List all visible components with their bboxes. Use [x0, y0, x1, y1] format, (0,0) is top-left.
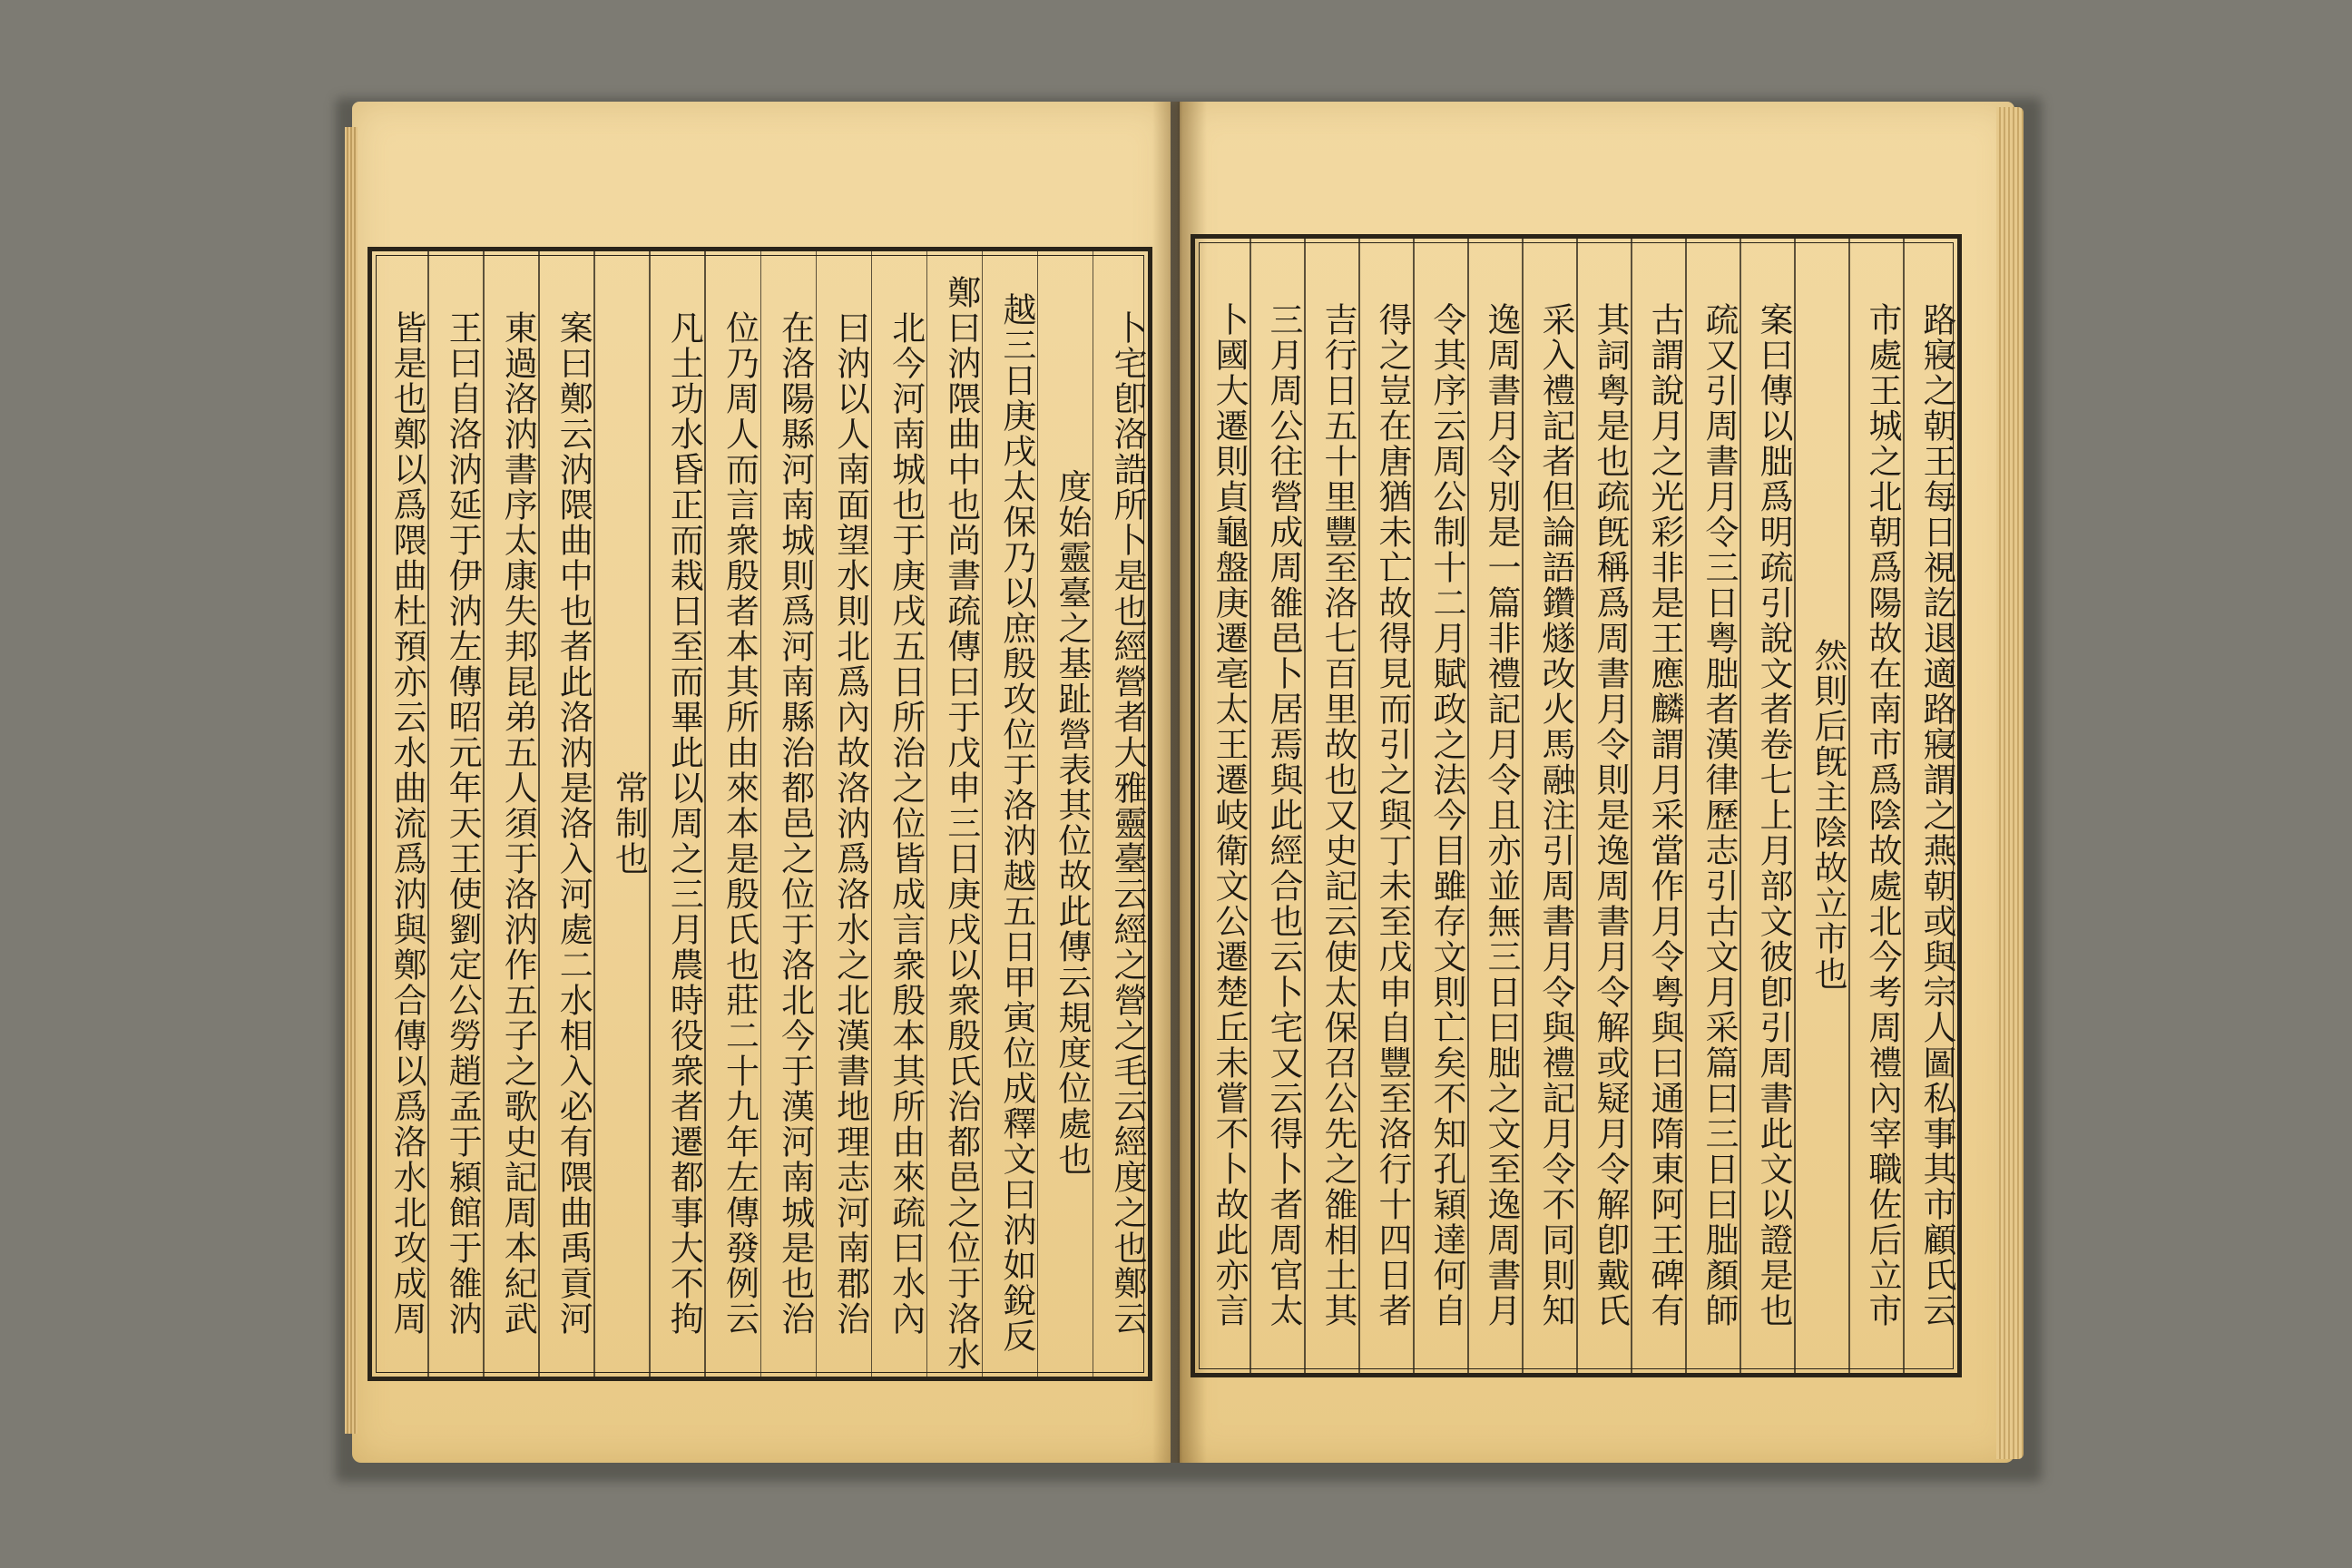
left-page-column-rule	[816, 251, 818, 1377]
left-page-column-5: 北今河南城也于庚戌五日所治之位皆成言衆殷本其所由來疏曰水內	[886, 309, 926, 1337]
left-page-column-11: 案曰鄭云汭隈曲中也者此洛汭是洛入河處二水相入必有隈曲禹貢河	[554, 309, 593, 1337]
right-page-column-rule	[1685, 239, 1687, 1373]
right-page-column-9: 逸周書月令別是一篇非禮記月令且亦並無三日曰朏之文至逸周書月	[1482, 301, 1521, 1328]
right-page-column-7: 其詞粤是也疏旣稱爲周書月令則是逸周書月令解或疑月令解卽戴氏	[1591, 301, 1630, 1328]
left-page-column-rule	[1093, 251, 1094, 1377]
left-page-column-rule	[871, 251, 873, 1377]
left-text-frame	[368, 247, 1152, 1381]
left-page-column-9: 凡土功水昏正而栽日至而畢此以周之三月農時役衆者遷都事大不拘	[664, 309, 704, 1337]
right-page-column-rule	[1522, 239, 1524, 1373]
left-page-column-13: 王曰自洛汭延于伊汭左傳昭元年天王使劉定公勞趙孟于潁館于雒汭	[443, 309, 483, 1337]
right-page-column-11: 得之豈在唐猶未亡故得見而引之與丁未至戊申自豐至洛行十四日者	[1373, 301, 1412, 1328]
right-page-column-2: 市處王城之北朝爲陽故在南市爲陰故處北今考周禮內宰職佐后立市	[1863, 301, 1902, 1328]
right-page-column-rule	[1576, 239, 1578, 1373]
left-page-edges	[345, 127, 358, 1434]
left-page-column-rule	[483, 251, 485, 1377]
right-page-column-rule	[1467, 239, 1469, 1373]
right-page-column-1: 路寢之朝王每日視訖退適路寢謂之燕朝或與宗人圖私事其市顧氏云	[1917, 301, 1956, 1328]
left-page-column-7: 在洛陽縣河南城則爲河南縣治都邑之位于洛北今于漢河南城是也治	[775, 309, 815, 1337]
left-page-column-rule	[649, 251, 651, 1377]
right-page-column-14: 卜國大遷則貞龜盤庚遷亳太王遷岐衛文公遷楚丘未嘗不卜故此亦言	[1210, 301, 1249, 1328]
left-page-column-10: 常制也	[609, 769, 649, 877]
right-page-column-rule	[1740, 239, 1741, 1373]
left-page-column-2: 度始靈臺之基趾營表其位故此傳云規度位處也	[1052, 469, 1092, 1177]
right-page-column-4: 案曰傳以朏爲明疏引說文者卷七上月部文彼卽引周書此文以證是也	[1754, 301, 1793, 1328]
left-page-column-4: 鄭曰汭隈曲中也尚書疏傳曰于戊申三日庚戌以衆殷氏治都邑之位于洛水	[941, 274, 981, 1372]
left-page-column-rule	[1037, 251, 1039, 1377]
left-page-column-6: 曰汭以人南面望水則北爲內故洛汭爲洛水之北漢書地理志河南郡治	[830, 309, 870, 1337]
right-page-column-rule	[1794, 239, 1796, 1373]
right-page-column-rule	[1903, 239, 1905, 1373]
right-page-column-5: 疏又引周書月令三日粤朏者漢律歷志引古文月采篇曰三日曰朏顏師	[1700, 301, 1739, 1328]
right-page-column-rule	[1250, 239, 1251, 1373]
left-page-column-rule	[760, 251, 762, 1377]
right-page-column-rule	[1631, 239, 1632, 1373]
left-page-column-rule	[593, 251, 595, 1377]
left-page-column-1: 卜宅卽洛誥所卜是也經營者大雅靈臺云經之營之毛云經度之也鄭云	[1107, 309, 1147, 1337]
right-page-column-3: 然則后旣主陰故立市也	[1808, 638, 1847, 992]
right-page-column-rule	[1413, 239, 1415, 1373]
right-page-column-12: 吉行日五十里豐至洛七百里故也又史記云使太保召公先之雒相土其	[1318, 301, 1357, 1328]
right-page-column-13: 三月周公往營成周雒邑卜居焉與此經合也云卜宅又云得卜者周官太	[1264, 301, 1303, 1328]
right-page-column-rule	[1304, 239, 1306, 1373]
right-page-column-rule	[1358, 239, 1360, 1373]
right-page-column-10: 令其序云周公制十二月賦政之法今目雖存文則亡矣不知孔穎達何自	[1427, 301, 1466, 1328]
left-page-column-rule	[538, 251, 540, 1377]
left-page-column-rule	[926, 251, 928, 1377]
right-page-column-8: 采入禮記者但論語鑽燧改火馬融注引周書月令與禮記月令不同則知	[1536, 301, 1575, 1328]
left-page-column-rule	[427, 251, 429, 1377]
left-page-column-12: 東過洛汭書序太康失邦昆弟五人須于洛汭作五子之歌史記周本紀武	[498, 309, 538, 1337]
right-page-edges	[1996, 107, 2024, 1459]
left-page-column-3: 越三日庚戌太保乃以庶殷攻位于洛汭越五日甲寅位成釋文曰汭如銳反	[996, 292, 1036, 1354]
left-page-column-rule	[982, 251, 984, 1377]
right-page-column-6: 古謂說月之光彩非是王應麟謂月采當作月令粤與曰通隋東阿王碑有	[1645, 301, 1684, 1328]
left-page-column-8: 位乃周人而言衆殷者本其所由來本是殷氏也莊二十九年左傳發例云	[720, 309, 760, 1337]
right-text-frame	[1191, 234, 1962, 1377]
left-page-column-rule	[704, 251, 706, 1377]
left-page-column-14: 皆是也鄭以爲隈曲杜預亦云水曲流爲汭與鄭合傳以爲洛水北攻成周	[387, 309, 427, 1337]
right-page-column-rule	[1848, 239, 1850, 1373]
